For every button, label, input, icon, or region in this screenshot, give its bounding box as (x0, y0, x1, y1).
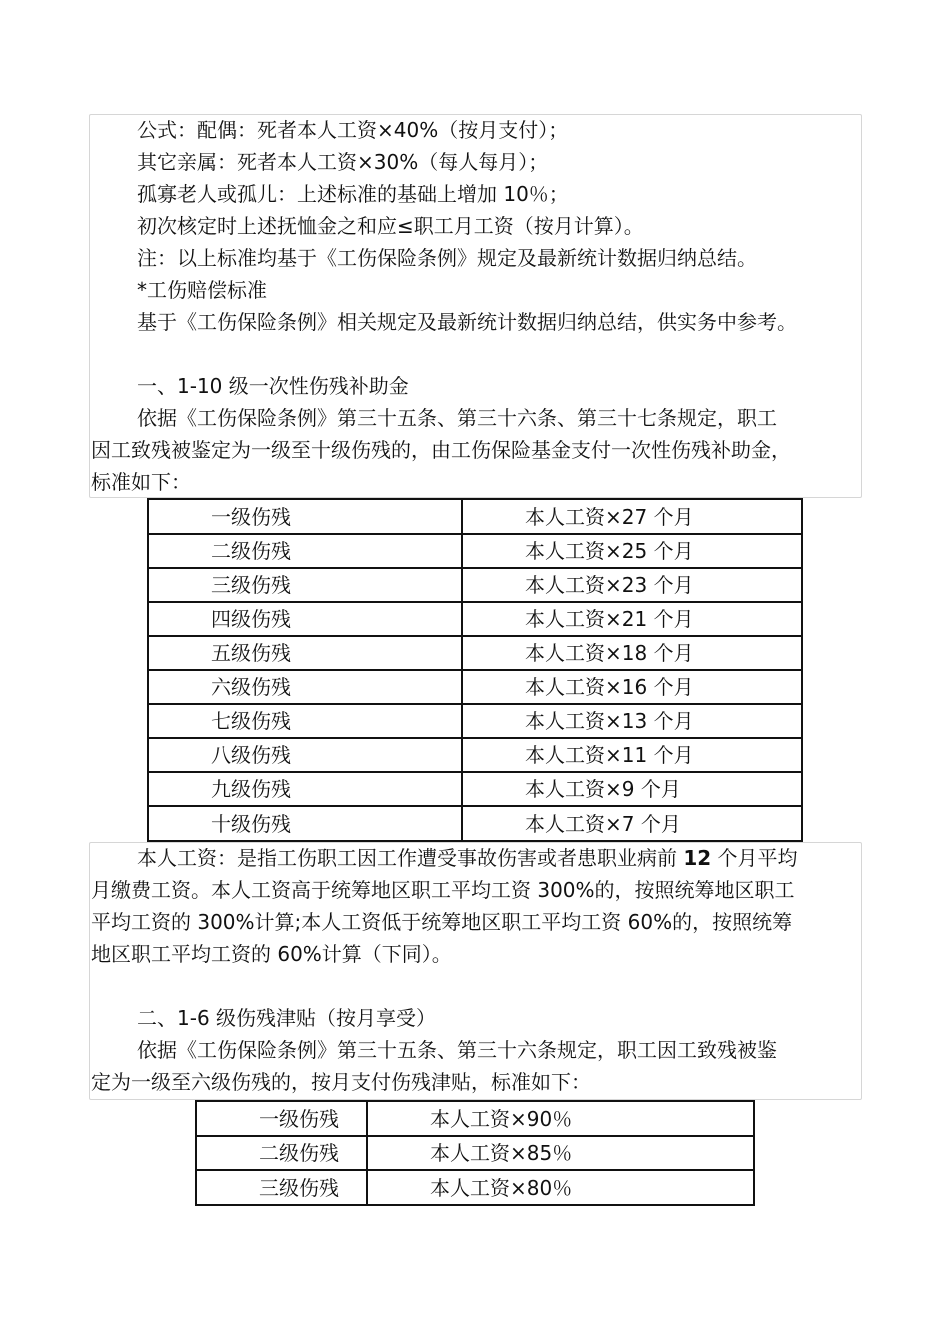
level-cell: 一级伤残 (148, 499, 462, 534)
intro-line: 基于《工伤保险条例》相关规定及最新统计数据归纳总结，供实务中参考。 (137, 310, 797, 334)
amount-cell: 本人工资×90％ (367, 1101, 754, 1136)
table-row (148, 806, 802, 841)
amount-cell: 本人工资×85％ (367, 1136, 754, 1170)
text-block-wage (89, 842, 862, 1100)
section2-para-line: 依据《工伤保险条例》第三十五条、第三十六条规定，职工因工致残被鉴 (137, 1038, 777, 1062)
amount-cell: 本人工资×9 个月 (462, 772, 802, 806)
level-cell: 七级伤残 (148, 704, 462, 738)
table-row (148, 568, 802, 602)
wage-note-line: 本人工资：是指工伤职工因工作遭受事故伤害或者患职业病前 12 个月平均 (137, 846, 798, 870)
table-row (148, 772, 802, 806)
amount-cell: 本人工资×11 个月 (462, 738, 802, 772)
level-cell: 三级伤残 (196, 1170, 367, 1205)
amount-cell: 本人工资×18 个月 (462, 636, 802, 670)
amount-cell: 本人工资×23 个月 (462, 568, 802, 602)
amount-cell: 本人工资×21 个月 (462, 602, 802, 636)
section2-para-line: 定为一级至六级伤残的，按月支付伤残津贴，标准如下： (91, 1070, 591, 1094)
section1-para-line: 依据《工伤保险条例》第三十五条、第三十六条、第三十七条规定，职工 (137, 406, 777, 430)
table-row (148, 738, 802, 772)
amount-cell: 本人工资×80％ (367, 1170, 754, 1205)
table-row (148, 670, 802, 704)
level-cell: 四级伤残 (148, 602, 462, 636)
intro-line: 公式：配偶：死者本人工资×40%（按月支付）； (137, 118, 569, 142)
text-block-intro (89, 114, 862, 498)
section1-para-line: 因工致残被鉴定为一级至十级伤残的，由工伤保险基金支付一次性伤残补助金， (91, 438, 791, 462)
disability-allowance-table (195, 1100, 755, 1206)
amount-cell: 本人工资×7 个月 (462, 806, 802, 841)
section1-para-line: 标准如下： (91, 470, 191, 494)
wage-note-line: 月缴费工资。本人工资高于统筹地区职工平均工资 300%的，按照统筹地区职工 (91, 878, 795, 902)
wage-note-line: 地区职工平均工资的 60%计算（下同）。 (91, 942, 452, 966)
table-row (148, 704, 802, 738)
level-cell: 九级伤残 (148, 772, 462, 806)
intro-line: 其它亲属：死者本人工资×30%（每人每月）； (137, 150, 549, 174)
section1-heading: 一、1-10 级一次性伤残补助金 (137, 374, 409, 398)
intro-line: 初次核定时上述抚恤金之和应≤职工月工资（按月计算）。 (137, 214, 644, 238)
level-cell: 二级伤残 (196, 1136, 367, 1170)
disability-lump-sum-table (147, 498, 803, 842)
level-cell: 一级伤残 (196, 1101, 367, 1136)
table-row (148, 636, 802, 670)
amount-cell: 本人工资×16 个月 (462, 670, 802, 704)
amount-cell: 本人工资×13 个月 (462, 704, 802, 738)
table-row (148, 602, 802, 636)
intro-line: *工伤赔偿标准 (137, 278, 267, 302)
section2-heading: 二、1-6 级伤残津贴（按月享受） (137, 1006, 437, 1030)
table-row (196, 1136, 754, 1170)
amount-cell: 本人工资×27 个月 (462, 499, 802, 534)
intro-line: 孤寡老人或孤儿：上述标准的基础上增加 10％； (137, 182, 569, 206)
level-cell: 八级伤残 (148, 738, 462, 772)
level-cell: 二级伤残 (148, 534, 462, 568)
table-row (196, 1170, 754, 1205)
level-cell: 五级伤残 (148, 636, 462, 670)
table-row (148, 499, 802, 534)
level-cell: 六级伤残 (148, 670, 462, 704)
intro-line: 注：以上标准均基于《工伤保险条例》规定及最新统计数据归纳总结。 (137, 246, 757, 270)
amount-cell: 本人工资×25 个月 (462, 534, 802, 568)
table-row (148, 534, 802, 568)
level-cell: 三级伤残 (148, 568, 462, 602)
table-row (196, 1101, 754, 1136)
level-cell: 十级伤残 (148, 806, 462, 841)
wage-note-line: 平均工资的 300%计算;本人工资低于统筹地区职工平均工资 60%的，按照统筹 (91, 910, 793, 934)
